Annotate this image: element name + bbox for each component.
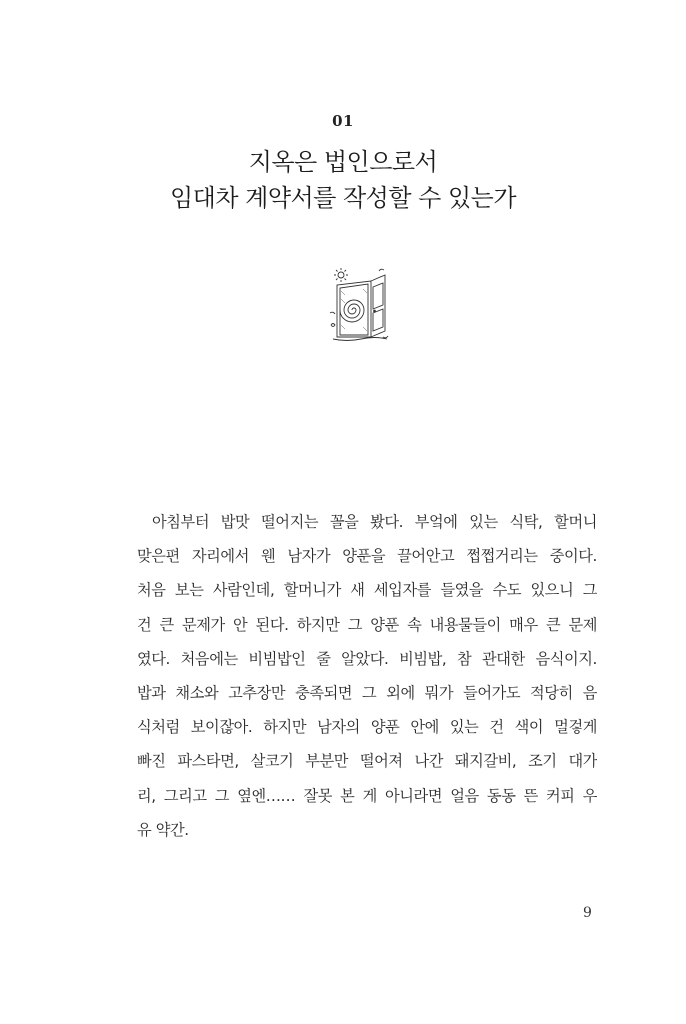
chapter-number: 01 [332, 112, 354, 130]
page-number: 9 [583, 905, 592, 921]
body-line-10: 유 약간. [137, 820, 189, 839]
body-line-5: 였다. 처음에는 비빔밥인 줄 알았다. 비빔밥, 참 관대한 음식이지. [137, 649, 597, 668]
body-line-9: 리, 그리고 그 옆엔…… 잘못 본 게 아니라면 얼음 동동 뜬 커피 우 [137, 786, 597, 805]
body-line-1: 아침부터 밥맛 떨어지는 꼴을 봤다. 부엌에 있는 식탁, 할머니 [152, 513, 597, 531]
body-line-6: 밥과 채소와 고추장만 충족되면 그 외에 뭐가 들어가도 적당히 음 [137, 684, 597, 703]
chapter-title [0, 144, 686, 216]
body-text [137, 505, 597, 847]
chapter-title-line-1: 지옥은 법인으로서 [248, 148, 438, 176]
chapter-title-line-2: 임대차 계약서를 작성할 수 있는가 [169, 184, 517, 212]
open-door-spiral-illustration-icon [327, 265, 389, 343]
body-line-3: 처음 보는 사람인데, 할머니가 새 세입자를 들였을 수도 있으니 그 [137, 581, 597, 600]
body-line-7: 식처럼 보이잖아. 하지만 남자의 양푼 안에 있는 건 색이 멀겋게 [137, 718, 597, 737]
body-line-4: 건 큰 문제가 안 된다. 하지만 그 양푼 속 내용물들이 매우 큰 문제 [137, 615, 597, 634]
body-line-8: 빠진 파스타면, 살코기 부분만 떨어져 나간 돼지갈비, 조기 대가 [137, 752, 597, 771]
body-line-2: 맞은편 자리에서 웬 남자가 양푼을 끌어안고 쩝쩝거리는 중이다. [137, 547, 597, 566]
